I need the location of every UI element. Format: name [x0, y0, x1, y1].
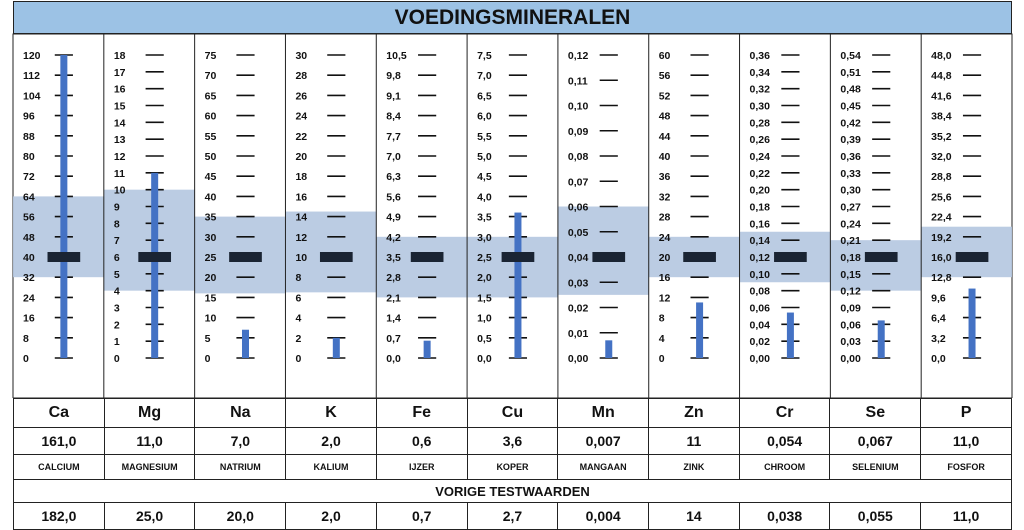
tick-label: 0,06 [749, 302, 770, 315]
tick-label: 3,0 [477, 231, 492, 244]
tick-label: 18 [113, 50, 126, 62]
tick-label: 0,04 [749, 319, 770, 332]
tick-label: 2,1 [386, 292, 401, 305]
tick-label: 2,0 [477, 272, 492, 285]
tick-label: 2 [113, 319, 120, 332]
page-title: VOEDINGSMINERALEN [13, 1, 1012, 34]
value-bar-cu [514, 213, 521, 358]
mineral-name-cell-mg: MAGNESIUM [104, 455, 195, 480]
tick-label: 4 [113, 285, 120, 298]
previous-values-title: VORIGE TESTWAARDEN [14, 480, 1012, 503]
symbol-cell-zn: Zn [649, 399, 740, 428]
tick-label: 0,16 [749, 218, 770, 231]
tick-label: 14 [295, 211, 308, 224]
mineral-name-cell-p: FOSFOR [921, 455, 1012, 480]
tick-label: 20 [204, 272, 217, 285]
tick-label: 0,00 [749, 353, 770, 365]
tick-label: 9,6 [931, 292, 946, 305]
tick-label: 35 [204, 211, 217, 224]
tick-label: 56 [658, 70, 671, 83]
symbol-cell-se: Se [830, 399, 921, 428]
tick-label: 1,5 [477, 292, 492, 305]
tick-label: 5,5 [477, 130, 492, 143]
symbol-cell-cr: Cr [739, 399, 830, 428]
tick-label: 28 [658, 211, 671, 224]
tick-label: 12 [113, 151, 126, 163]
tick-label: 0,32 [749, 83, 770, 96]
reference-marker [229, 252, 262, 262]
previous-value-cell-mg: 25,0 [104, 503, 195, 530]
tick-label: 0,5 [477, 332, 492, 345]
tick-label: 2,5 [477, 252, 492, 264]
tick-label: 1,4 [386, 312, 401, 325]
tick-label: 0,04 [567, 252, 589, 264]
tick-label: 0,03 [840, 336, 861, 349]
symbol-cell-mg: Mg [104, 399, 195, 428]
tick-label: 6,3 [386, 171, 401, 184]
tick-label: 10 [113, 184, 126, 197]
previous-value-cell-fe: 0,7 [376, 503, 467, 530]
tick-label: 0,42 [840, 117, 861, 130]
symbol-cell-fe: Fe [376, 399, 467, 428]
tick-label: 56 [23, 211, 35, 224]
tick-label: 36 [658, 171, 671, 184]
value-bar-cr [787, 313, 794, 358]
tick-label: 0 [113, 353, 120, 365]
tick-label: 28,8 [931, 171, 952, 184]
tick-label: 5,0 [477, 151, 492, 163]
tick-label: 44,8 [931, 70, 952, 83]
tick-label: 0,06 [840, 319, 861, 332]
tick-label: 0,08 [749, 285, 770, 298]
tick-label: 0,07 [567, 176, 589, 189]
tick-label: 0,10 [567, 100, 589, 113]
tick-label: 1,0 [477, 312, 492, 325]
tick-label: 0,45 [840, 100, 861, 113]
tick-label: 1 [113, 336, 120, 349]
tick-label: 65 [204, 90, 217, 103]
current-value-cell-cr: 0,054 [739, 428, 830, 455]
tick-label: 19,2 [931, 231, 952, 244]
current-value-cell-fe: 0,6 [376, 428, 467, 455]
tick-label: 50 [204, 151, 217, 163]
tick-label: 5 [204, 332, 211, 345]
tick-label: 0,08 [567, 151, 589, 163]
tick-label: 0,15 [840, 268, 861, 281]
mineral-name-cell-cr: CHROOM [739, 455, 830, 480]
tick-label: 38,4 [931, 110, 952, 123]
tick-label: 0,02 [567, 302, 589, 315]
previous-value-cell-k: 2,0 [286, 503, 377, 530]
tick-label: 15 [113, 100, 126, 113]
tick-label: 0,00 [567, 353, 589, 365]
tick-label: 16,0 [931, 252, 952, 264]
normal-range-band [830, 240, 921, 291]
tick-label: 6 [295, 292, 302, 305]
tick-label: 0,00 [840, 353, 861, 365]
tick-label: 0,10 [749, 268, 770, 281]
tick-label: 0 [295, 353, 302, 365]
tick-label: 9,1 [386, 90, 401, 103]
tick-label: 70 [204, 70, 217, 83]
tick-label: 96 [23, 110, 35, 123]
tick-label: 10 [204, 312, 217, 325]
tick-label: 0,01 [567, 327, 589, 340]
tick-label: 7,0 [477, 70, 492, 83]
current-value-cell-k: 2,0 [286, 428, 377, 455]
tick-label: 48 [23, 231, 35, 244]
tick-label: 0,28 [749, 117, 770, 130]
previous-title-row [14, 480, 1012, 503]
tick-label: 0,12 [567, 50, 589, 62]
reference-marker [320, 252, 353, 262]
symbol-cell-mn: Mn [558, 399, 649, 428]
tick-label: 14 [113, 117, 126, 130]
tick-label: 6,4 [931, 312, 946, 325]
tick-label: 15 [204, 292, 217, 305]
tick-label: 0,14 [749, 235, 770, 248]
tick-label: 0,0 [931, 353, 946, 365]
tick-label: 8 [113, 218, 120, 231]
tick-label: 0,22 [749, 167, 770, 180]
tick-label: 52 [658, 90, 671, 103]
value-bar-mg [151, 173, 158, 358]
current-value-cell-p: 11,0 [921, 428, 1012, 455]
tick-label: 0,06 [567, 201, 589, 214]
tick-label: 0,33 [840, 167, 861, 180]
tick-label: 0,51 [840, 66, 861, 79]
current-value-cell-mn: 0,007 [558, 428, 649, 455]
previous-value-cell-p: 11,0 [921, 503, 1012, 530]
tick-label: 12 [295, 231, 308, 244]
tick-label: 8 [295, 272, 302, 285]
tick-label: 0,09 [567, 125, 589, 138]
symbol-cell-na: Na [195, 399, 286, 428]
tick-label: 20 [658, 252, 671, 264]
tick-label: 0,24 [749, 151, 770, 163]
mineral-name-cell-zn: ZINK [649, 455, 740, 480]
tick-label: 0,21 [840, 235, 861, 248]
tick-label: 24 [295, 110, 308, 123]
previous-value-cell-cu: 2,7 [467, 503, 558, 530]
tick-label: 30 [204, 231, 217, 244]
tick-label: 0,02 [749, 336, 770, 349]
tick-label: 4,0 [477, 191, 492, 204]
tick-label: 0,26 [749, 134, 770, 147]
current-value-cell-se: 0,067 [830, 428, 921, 455]
tick-label: 0,54 [840, 50, 861, 62]
reference-marker [956, 252, 989, 262]
tick-label: 10 [295, 252, 308, 264]
tick-label: 12,8 [931, 272, 952, 285]
tick-label: 80 [23, 151, 35, 163]
symbol-cell-k: K [286, 399, 377, 428]
symbol-cell-cu: Cu [467, 399, 558, 428]
tick-label: 6,0 [477, 110, 492, 123]
tick-label: 16 [23, 312, 35, 325]
tick-label: 0,0 [386, 353, 401, 365]
tick-label: 6,5 [477, 90, 492, 103]
symbol-cell-p: P [921, 399, 1012, 428]
tick-label: 0,18 [749, 201, 770, 214]
tick-label: 3 [113, 302, 120, 315]
tick-label: 5 [113, 268, 120, 281]
mineral-name-cell-k: KALIUM [286, 455, 377, 480]
tick-label: 16 [295, 191, 308, 204]
tick-label: 44 [658, 130, 671, 143]
tick-label: 0,03 [567, 277, 589, 290]
current-value-row [14, 428, 1012, 455]
tick-label: 16 [113, 83, 126, 96]
mineral-name-cell-fe: IJZER [376, 455, 467, 480]
tick-label: 11 [113, 167, 125, 180]
value-bar-na [242, 330, 249, 358]
value-bar-mn [605, 340, 612, 358]
value-bar-se [878, 320, 885, 358]
tick-label: 24 [658, 231, 671, 244]
tick-label: 0,39 [840, 134, 861, 147]
reference-marker [592, 252, 625, 262]
tick-label: 0 [23, 353, 29, 365]
tick-label: 24 [23, 292, 35, 305]
tick-label: 72 [23, 171, 35, 184]
tick-label: 32,0 [931, 151, 952, 163]
mineral-name-cell-ca: CALCIUM [14, 455, 105, 480]
tick-label: 9 [113, 201, 120, 214]
tick-label: 0,24 [840, 218, 861, 231]
tick-label: 0,27 [840, 201, 861, 214]
tick-label: 0,30 [749, 100, 770, 113]
tick-label: 22 [295, 130, 308, 143]
mineral-name-cell-na: NATRIUM [195, 455, 286, 480]
tick-label: 55 [204, 130, 217, 143]
previous-value-cell-zn: 14 [649, 503, 740, 530]
tick-label: 3,5 [477, 211, 492, 224]
tick-label: 0,7 [386, 332, 401, 345]
tick-label: 7,7 [386, 130, 401, 143]
previous-value-row [14, 503, 1012, 530]
tick-label: 64 [23, 191, 35, 204]
tick-label: 26 [295, 90, 308, 103]
current-value-cell-mg: 11,0 [104, 428, 195, 455]
tick-label: 8 [658, 312, 665, 325]
tick-label: 2 [295, 332, 302, 345]
tick-label: 60 [658, 50, 671, 62]
tick-label: 104 [23, 90, 41, 103]
tick-label: 2,8 [386, 272, 401, 285]
tick-label: 0,20 [749, 184, 770, 197]
tick-label: 0,09 [840, 302, 861, 315]
mineral-name-cell-mn: MANGAAN [558, 455, 649, 480]
current-value-cell-zn: 11 [649, 428, 740, 455]
tick-label: 0,11 [567, 75, 588, 88]
current-value-cell-na: 7,0 [195, 428, 286, 455]
tick-label: 32 [658, 191, 671, 204]
mineral-name-row [14, 455, 1012, 480]
tick-label: 45 [204, 171, 217, 184]
value-bar-p [969, 289, 976, 358]
tick-label: 4,5 [477, 171, 492, 184]
value-bar-ca [60, 55, 67, 358]
tick-label: 28 [295, 70, 308, 83]
value-bar-fe [424, 341, 431, 358]
reference-marker [48, 252, 81, 262]
tick-label: 88 [23, 130, 35, 143]
tick-label: 0,0 [477, 353, 492, 365]
reference-marker [865, 252, 898, 262]
tick-label: 0 [204, 353, 211, 365]
tick-label: 75 [204, 50, 217, 62]
tick-label: 0,05 [567, 226, 589, 239]
mineral-name-cell-se: SELENIUM [830, 455, 921, 480]
tick-label: 112 [23, 70, 40, 83]
tick-label: 0,48 [840, 83, 861, 96]
mineral-name-cell-cu: KOPER [467, 455, 558, 480]
reference-marker [411, 252, 444, 262]
reference-marker [138, 252, 171, 262]
reference-marker [774, 252, 807, 262]
tick-label: 5,6 [386, 191, 401, 204]
normal-range-band [467, 237, 558, 298]
tick-label: 40 [23, 252, 35, 264]
tick-label: 0 [658, 353, 665, 365]
tick-label: 25 [204, 252, 217, 264]
normal-range-band [376, 237, 467, 298]
tick-label: 0,36 [840, 151, 861, 163]
tick-label: 3,5 [386, 252, 401, 264]
tick-label: 7 [113, 235, 120, 248]
mineral-table [13, 398, 1012, 530]
tick-label: 48 [658, 110, 671, 123]
previous-value-cell-cr: 0,038 [739, 503, 830, 530]
tick-label: 40 [658, 151, 671, 163]
tick-label: 4,9 [386, 211, 401, 224]
tick-label: 4,2 [386, 231, 401, 244]
tick-label: 9,8 [386, 70, 401, 83]
value-bar-zn [696, 302, 703, 358]
tick-label: 32 [23, 272, 35, 285]
tick-label: 25,6 [931, 191, 952, 204]
tick-label: 30 [295, 50, 308, 62]
previous-value-cell-ca: 182,0 [14, 503, 105, 530]
tick-label: 0,12 [840, 285, 861, 298]
tick-label: 20 [295, 151, 308, 163]
previous-value-cell-na: 20,0 [195, 503, 286, 530]
tick-label: 4 [295, 312, 302, 325]
current-value-cell-ca: 161,0 [14, 428, 105, 455]
tick-label: 13 [113, 134, 126, 147]
tick-label: 18 [295, 171, 308, 184]
tick-label: 7,5 [477, 50, 492, 62]
tick-label: 7,0 [386, 151, 401, 163]
tick-label: 3,2 [931, 332, 946, 345]
symbol-row [14, 399, 1012, 428]
tick-label: 0,34 [749, 66, 770, 79]
tick-label: 16 [658, 272, 671, 285]
tick-label: 6 [113, 252, 120, 264]
tick-label: 22,4 [931, 211, 952, 224]
previous-value-cell-se: 0,055 [830, 503, 921, 530]
reference-marker [683, 252, 716, 262]
tick-label: 40 [204, 191, 217, 204]
tick-label: 4 [658, 332, 665, 345]
symbol-cell-ca: Ca [14, 399, 105, 428]
tick-label: 0,30 [840, 184, 861, 197]
reference-marker [502, 252, 535, 262]
tick-label: 17 [113, 66, 126, 79]
tick-label: 120 [23, 50, 41, 62]
tick-label: 12 [658, 292, 671, 305]
tick-label: 35,2 [931, 130, 952, 143]
tick-label: 41,6 [931, 90, 952, 103]
tick-label: 0,36 [749, 50, 770, 62]
previous-value-cell-mn: 0,004 [558, 503, 649, 530]
tick-label: 0,12 [749, 252, 770, 264]
tick-label: 60 [204, 110, 217, 123]
tick-label: 8,4 [386, 110, 401, 123]
value-bar-k [333, 338, 340, 358]
tick-label: 8 [23, 332, 29, 345]
tick-label: 0,18 [840, 252, 861, 264]
tick-label: 48,0 [931, 50, 952, 62]
current-value-cell-cu: 3,6 [467, 428, 558, 455]
tick-label: 10,5 [386, 50, 407, 62]
